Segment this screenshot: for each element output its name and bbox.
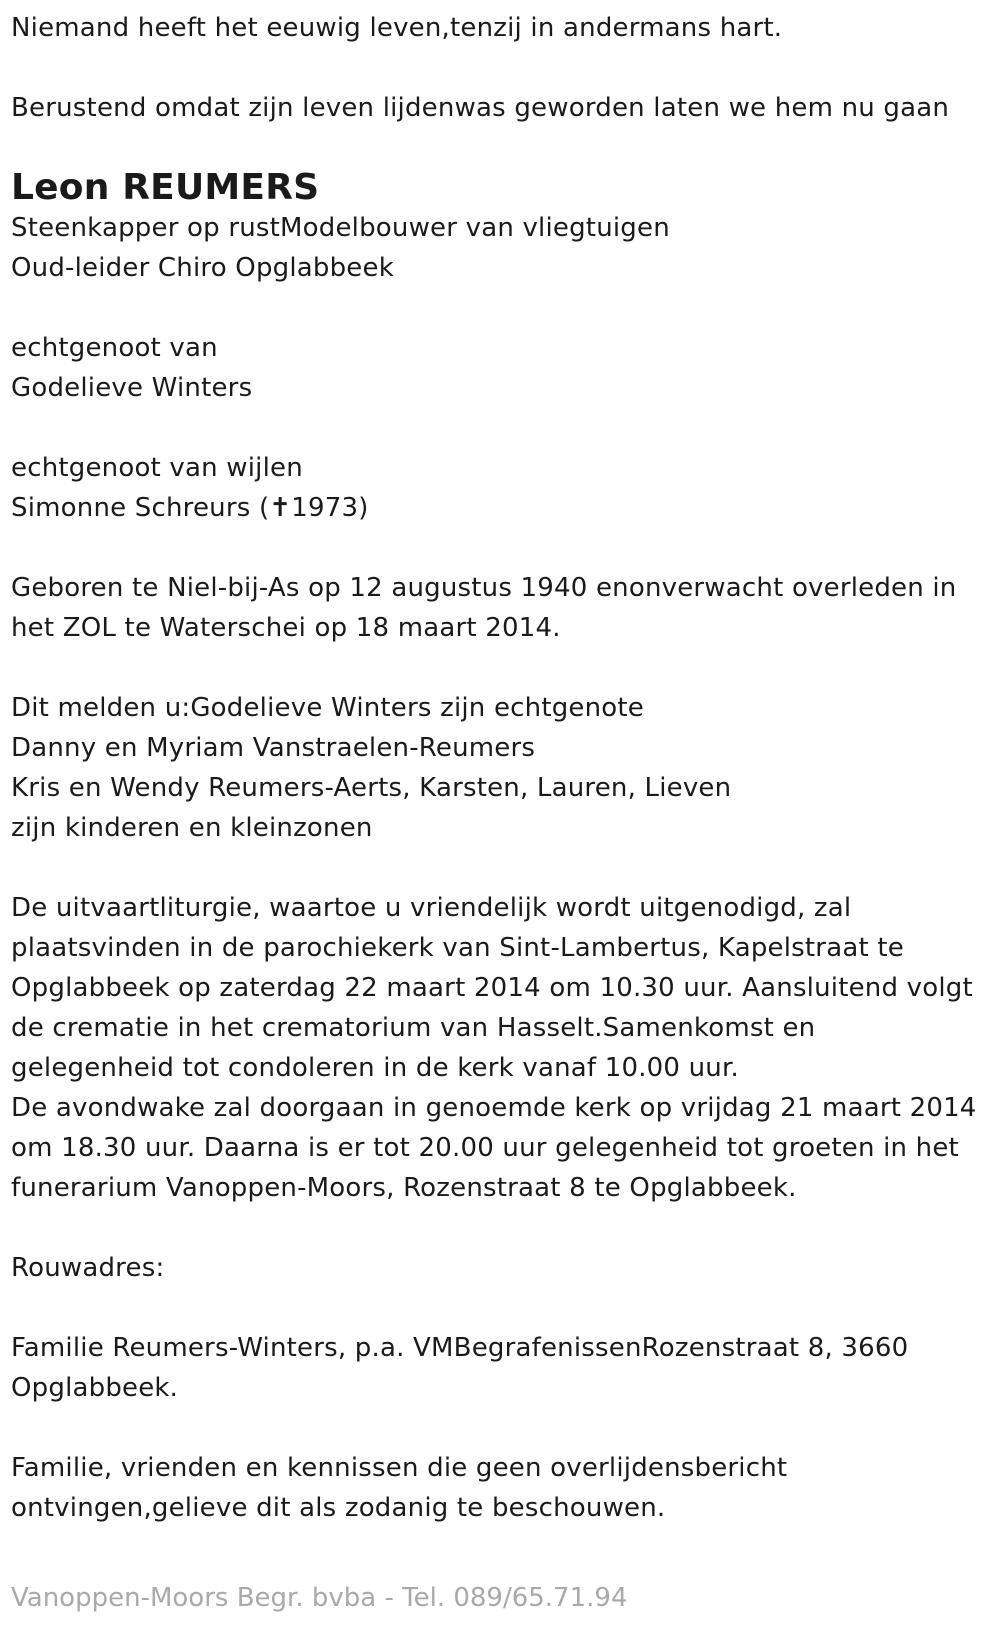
announcement-line-1: Dit melden u:Godelieve Winters zijn echtgenote [11,693,644,723]
spouse-name: Godelieve Winters [11,373,253,403]
spacer [11,1408,986,1448]
ceremony-line-7: om 18.30 uur. Daarna is er tot 20.00 uur gelegenheid tot groeten in het [11,1133,959,1163]
ceremony-line-3: Opglabbeek op zaterdag 22 maart 2014 om 10.30 uur. Aansluitend volgt [11,973,973,1003]
ceremony-line-2: plaatsvinden in de parochiekerk van Sint-Lambertus, Kapelstraat te [11,933,904,963]
deceased-description-1: Steenkapper op rustModelbouwer van vliegtuigen [11,213,670,243]
spouse-label: echtgenoot van [11,333,218,363]
death-notice [11,8,986,1528]
motto-line-2: Berustend omdat zijn leven lijdenwas geworden laten we hem nu gaan [11,93,950,123]
spacer [11,288,986,328]
spacer [11,1208,986,1248]
late-spouse-death-year: 1973) [291,493,369,523]
address-line-2: Opglabbeek. [11,1373,179,1403]
motto-line-1: Niemand heeft het eeuwig leven,tenzij in andermans hart. [11,13,783,43]
announcement-line-3: Kris en Wendy Reumers-Aerts, Karsten, Lauren, Lieven [11,773,732,803]
spacer [11,408,986,448]
spacer [11,128,986,168]
deceased-name: Leon REUMERS [11,167,320,208]
ceremony-line-6: De avondwake zal doorgaan in genoemde kerk op vrijdag 21 maart 2014 [11,1093,977,1123]
funeral-home-footer: Vanoppen-Moors Begr. bvba - Tel. 089/65.71.94 [11,1583,628,1613]
spacer [11,848,986,888]
announcement-line-4: zijn kinderen en kleinzonen [11,813,373,843]
spacer [11,48,986,88]
ceremony-line-1: De uitvaartliturgie, waartoe u vriendelijk wordt uitgenodigd, zal [11,893,852,923]
late-spouse-label: echtgenoot van wijlen [11,453,303,483]
birth-death-line-2: het ZOL te Waterschei op 18 maart 2014. [11,613,561,643]
spacer [11,528,986,568]
ceremony-line-5: gelegenheid tot condoleren in de kerk vanaf 10.00 uur. [11,1053,739,1083]
announcement-line-2: Danny en Myriam Vanstraelen-Reumers [11,733,536,763]
birth-death-line-1: Geboren te Niel-bij-As op 12 augustus 1940 enonverwacht overleden in [11,573,957,603]
address-line-1: Familie Reumers-Winters, p.a. VMBegrafenissenRozenstraat 8, 3660 [11,1333,909,1363]
cross-icon: ✝ [269,493,292,523]
deceased-description-2: Oud-leider Chiro Opglabbeek [11,253,394,283]
closing-line-1: Familie, vrienden en kennissen die geen overlijdensbericht [11,1453,788,1483]
late-spouse-line [11,488,986,528]
spacer [11,1288,986,1328]
ceremony-line-4: de crematie in het crematorium van Hasselt.Samenkomst en [11,1013,816,1043]
address-label: Rouwadres: [11,1253,165,1283]
ceremony-line-8: funerarium Vanoppen-Moors, Rozenstraat 8 te Opglabbeek. [11,1173,797,1203]
spacer [11,648,986,688]
late-spouse-name: Simonne Schreurs ( [11,493,270,523]
closing-line-2: ontvingen,gelieve dit als zodanig te beschouwen. [11,1493,666,1523]
